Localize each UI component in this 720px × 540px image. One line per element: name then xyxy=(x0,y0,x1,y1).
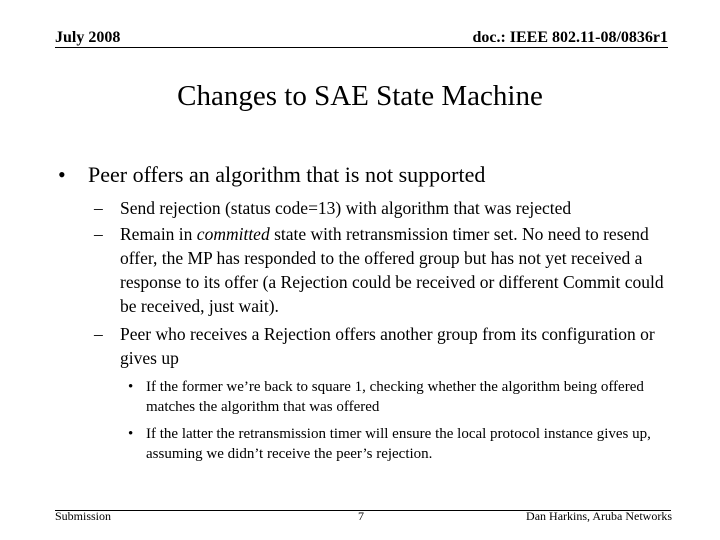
sub-item-marker: – xyxy=(94,324,103,344)
sub-item-marker: – xyxy=(94,224,103,244)
header-divider xyxy=(55,47,668,48)
sub-item-text: Send rejection (status code=13) with algorithm that was rejected xyxy=(120,198,572,218)
sub-sub-item-marker: • xyxy=(128,379,134,395)
footer-page-number: 7 xyxy=(358,509,364,523)
bullet-marker: • xyxy=(58,162,66,187)
sub-item-text-italic: committed xyxy=(196,224,270,244)
bullet-text: Peer offers an algorithm that is not supported xyxy=(88,162,486,187)
sub-item-text-pre: Remain in xyxy=(120,224,197,244)
sub-item-text-post: state with retransmission timer set. No need to resend offer, the MP has responded to the offered group but has not yet received a response to its offer (a Rejection could be received or different Commit could be received, just wait). xyxy=(120,224,664,316)
sub-sub-item-text: If the latter the retransmission timer will ensure the local protocol instance gives up, assuming we didn’t receive the peer’s rejection. xyxy=(146,426,651,462)
header-doc-id: doc.: IEEE 802.11-08/0836r1 xyxy=(472,29,668,46)
sub-item-text: Peer who receives a Rejection offers another group from its configuration or gives up xyxy=(120,324,655,368)
sub-sub-item-text: If the former we’re back to square 1, checking whether the algorithm being offered matches the algorithm that was offered xyxy=(146,379,644,415)
header-date: July 2008 xyxy=(55,29,121,46)
sub-item-marker: – xyxy=(94,198,103,218)
slide-title: Changes to SAE State Machine xyxy=(177,80,543,112)
sub-sub-item-marker: • xyxy=(128,426,134,442)
sub-item-text xyxy=(120,222,665,318)
footer-submission: Submission xyxy=(55,509,112,523)
footer-author: Dan Harkins, Aruba Networks xyxy=(526,509,672,523)
